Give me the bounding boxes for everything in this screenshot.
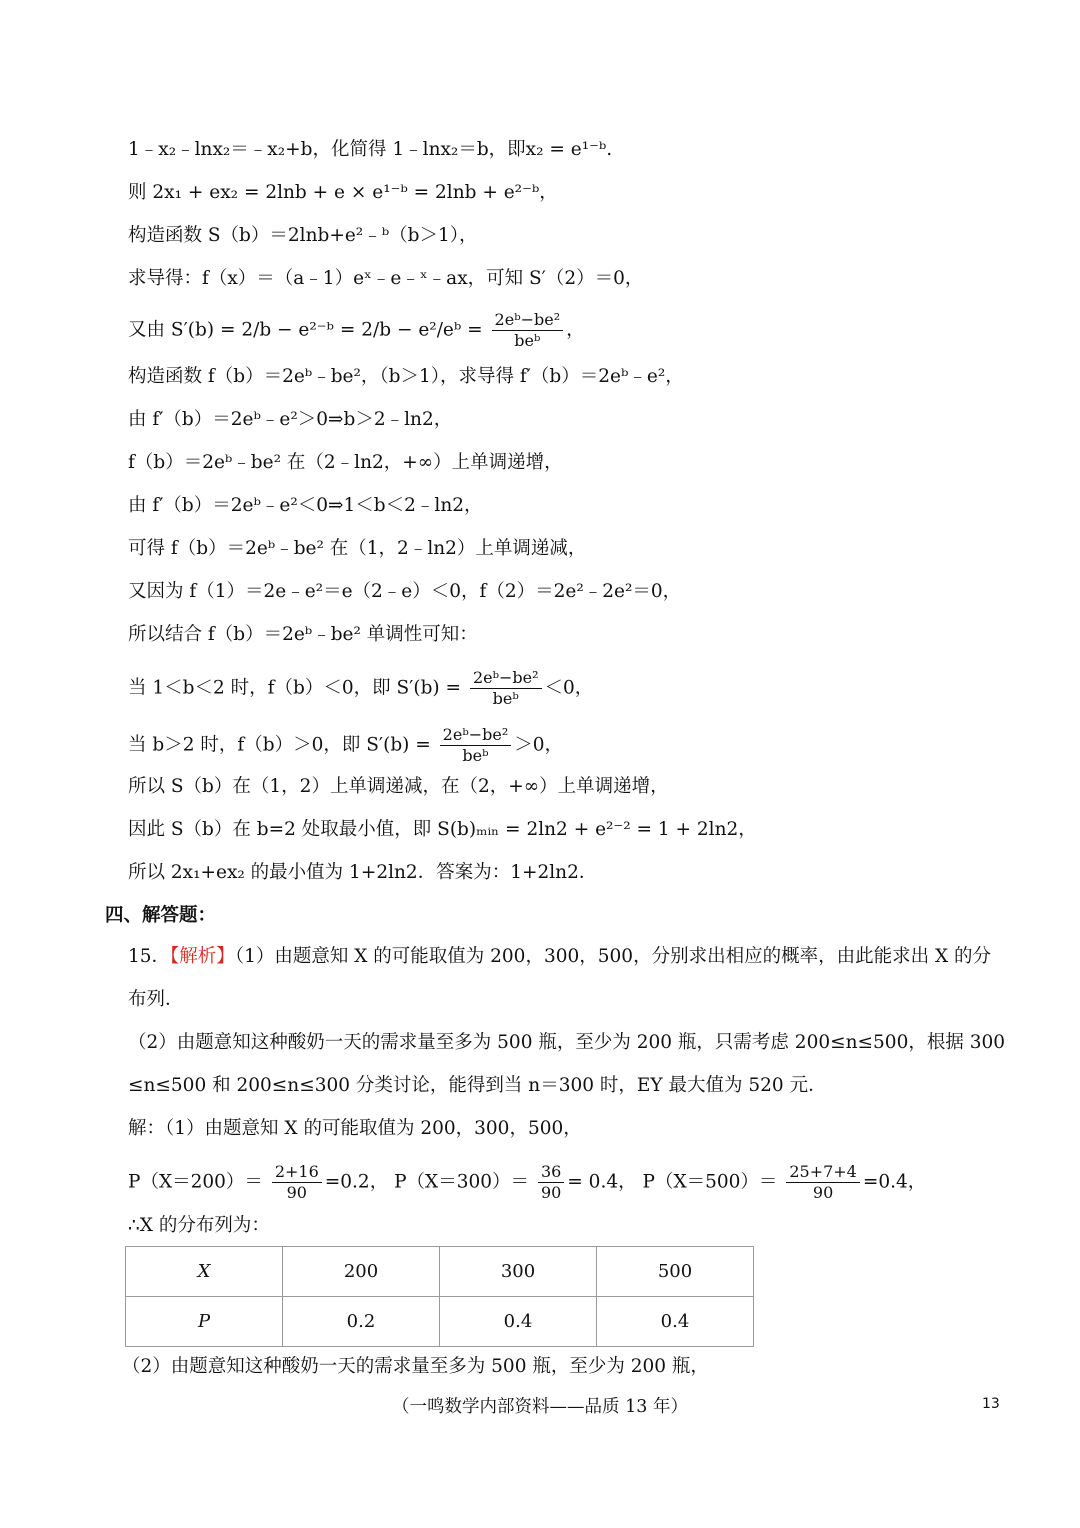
solution-part1: 解：（1）由题意知 X 的可能取值为 200，300，500， (128, 1118, 582, 1139)
fraction-denominator: beᵇ (462, 746, 489, 765)
analysis-text-2: （2）由题意知这种酸奶一天的需求量至多为 500 瓶，至少为 200 瓶，只需考虑 200≤n≤500，根据 300 (128, 1032, 1006, 1053)
table-header-cell: 500 (597, 1247, 754, 1297)
solution-part2: （2）由题意知这种酸奶一天的需求量至多为 500 瓶，至少为 200 瓶， (122, 1356, 709, 1377)
question-number: 15． (128, 946, 171, 967)
table-row (126, 1297, 754, 1347)
p200-num: 2+16 (272, 1162, 322, 1183)
derivative-fraction (492, 310, 564, 351)
q15-analysis-line (128, 945, 991, 969)
solution-line-9: 由 f′（b）＝2eᵇ﹣e²＜0⇒1＜b＜2﹣ln2， (128, 495, 483, 516)
p300-num: 36 (538, 1162, 564, 1183)
case-lt-line: 当 1＜b＜2 时，f（b）＜0，即 S′(b) = $\frac{\text{2eᵇ−be²}}{\text{beᵇ}}$ ＜0， (128, 668, 594, 708)
case-lt-fraction (470, 668, 542, 709)
table-cell: 0.4 (597, 1297, 754, 1347)
analysis-tag: 【解析】 (170, 946, 235, 967)
section-title: 四、解答题： (105, 905, 217, 926)
case-lt-tail: ＜0， (544, 677, 594, 699)
p500-fraction (786, 1162, 860, 1203)
solution-line-15: 所以 S（b）在（1，2）上单调递减，在（2，+∞）上单调递增， (128, 776, 669, 797)
case-gt-tail: ＞0， (514, 734, 564, 756)
analysis-text-2b: ≤n≤500 和 200≤n≤300 分类讨论，能得到当 n＝300 时，EY 最大值为 520 元． (128, 1075, 827, 1096)
p300-fraction (538, 1162, 564, 1203)
solution-line-1: 1﹣x₂﹣lnx₂＝﹣x₂+b，化简得 1﹣lnx₂＝b，即x₂ = e¹⁻ᵇ. (128, 139, 613, 160)
case-lt-text: 当 1＜b＜2 时，f（b）＜0，即 (128, 677, 391, 699)
page-number: 13 (982, 1396, 1000, 1412)
solution-line-12: 所以结合 f（b）＝2eᵇ﹣be² 单调性可知： (128, 624, 478, 645)
p500-num: 25+7+4 (786, 1162, 860, 1183)
case-gt-line: 当 b＞2 时，f（b）＞0，即 S′(b) = $\frac{\text{2eᵇ−be²}}{\text{beᵇ}}$ ＞0， (128, 725, 564, 765)
table-cell: 0.2 (283, 1297, 440, 1347)
analysis-text-1: （1）由题意知 X 的可能取值为 200，300，500，分别求出相应的概率，由此能求出 X 的分 (234, 946, 992, 967)
solution-line-17: 所以 2x₁+ex₂ 的最小值为 1+2ln2．答案为：1+2ln2． (128, 862, 598, 883)
fraction-numerator: 2eᵇ−be² (470, 668, 542, 689)
p500-value: =0.4， (862, 1171, 927, 1193)
derivative-line: 又由 S′(b) = 2/b − e²⁻ᵇ = 2/b − e²/eᵇ = $\frac{\text{2eᵇ−be²}}{\text{beᵇ}}$ ， (128, 310, 585, 350)
solution-line-2: 则 2x₁ + ex₂ = 2lnb + e × e¹⁻ᵇ = 2lnb + e²⁻ᵇ， (128, 182, 558, 203)
p300-den: 90 (540, 1183, 562, 1202)
table-cell: 0.4 (440, 1297, 597, 1347)
solution-line-3: 构造函数 S（b）＝2lnb+e²﹣ᵇ（b＞1）， (128, 225, 478, 246)
solution-line-10: 可得 f（b）＝2eᵇ﹣be² 在（1，2﹣ln2）上单调递减， (128, 538, 587, 559)
solution-line-8: f（b）＝2eᵇ﹣be² 在（2﹣ln2，+∞）上单调递增， (128, 452, 563, 473)
table-header-cell: 200 (283, 1247, 440, 1297)
derivative-prefix: 又由 (128, 319, 166, 341)
distribution-table (125, 1246, 754, 1347)
derivative-expression: S′(b) = 2/b − e²⁻ᵇ = 2/b − e²/eᵇ = (170, 319, 483, 341)
fraction-denominator: beᵇ (492, 689, 519, 708)
fraction-numerator: 2eᵇ−be² (492, 310, 564, 331)
p200-den: 90 (286, 1183, 307, 1202)
case-gt-fraction (440, 725, 512, 766)
p300-value: = 0.4， (567, 1171, 637, 1193)
solution-line-16: 因此 S（b）在 b=2 处取最小值，即 S(b)ₘᵢₙ = 2ln2 + e²⁻² = 1 + 2ln2， (128, 819, 757, 840)
solution-line-4: 求导得：f（x）＝（a﹣1）eˣ﹣e﹣ˣ﹣ax，可知 S′（2）＝0， (128, 268, 644, 289)
solution-line-6: 构造函数 f（b）＝2eᵇ﹣be²，（b＞1），求导得 f′（b）＝2eᵇ﹣e²， (128, 366, 684, 387)
p200-value: =0.2， (324, 1171, 389, 1193)
case-gt-text: 当 b＞2 时，f（b）＞0，即 (128, 734, 361, 756)
solution-line-7: 由 f′（b）＝2eᵇ﹣e²＞0⇒b＞2﹣ln2， (128, 409, 453, 430)
probability-line (128, 1162, 926, 1203)
p500-label: P（X＝500）＝ (642, 1171, 778, 1193)
fraction-numerator: 2eᵇ−be² (440, 725, 512, 746)
p200-label: P（X＝200）＝ (128, 1171, 263, 1193)
p500-den: 90 (812, 1183, 834, 1202)
table-header-cell: X (126, 1247, 283, 1297)
table-header-cell: 300 (440, 1247, 597, 1297)
page-footer: （一鸣数学内部资料——品质 13 年） (392, 1397, 688, 1417)
table-row (126, 1247, 754, 1297)
table-cell: P (126, 1297, 283, 1347)
fraction-denominator: beᵇ (514, 331, 541, 350)
p200-fraction (272, 1162, 322, 1203)
solution-line-11: 又因为 f（1）＝2e﹣e²＝e（2﹣e）＜0，f（2）＝2e²﹣2e²＝0， (128, 581, 682, 602)
distribution-intro: ∴X 的分布列为： (128, 1215, 270, 1236)
analysis-text-1b: 布列． (128, 989, 184, 1010)
p300-label: P（X＝300）＝ (394, 1171, 530, 1193)
